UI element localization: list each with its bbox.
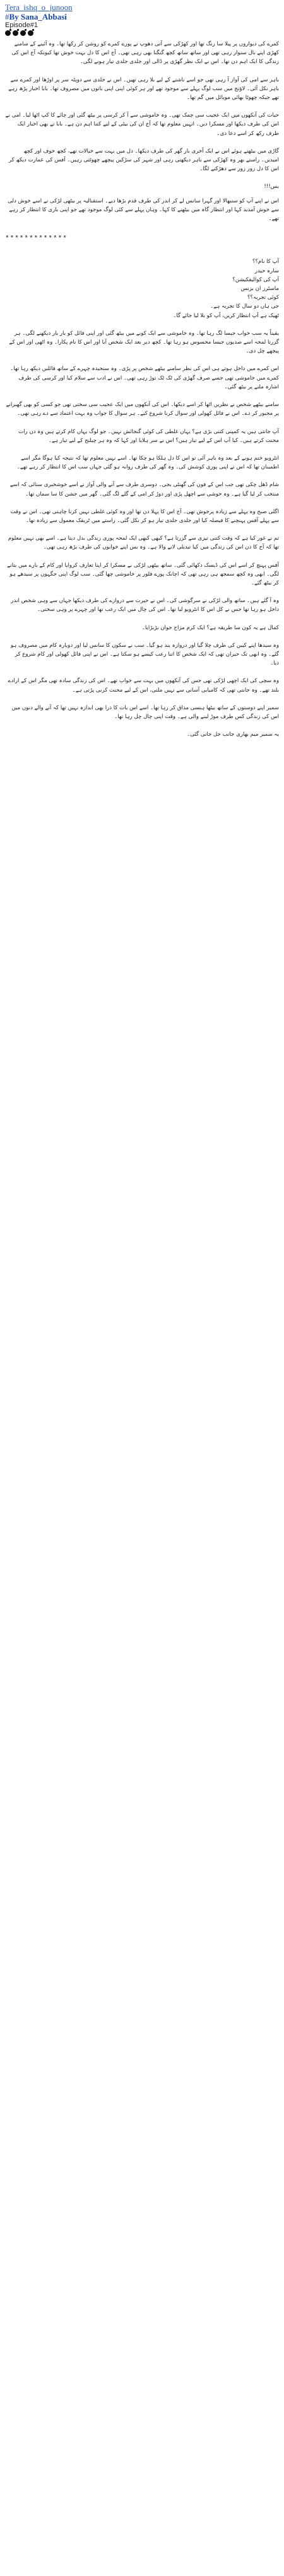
story-paragraph: وہ سیدھا اپنے کیبن کی طرف چلا گیا اور دروازہ بند ہو گیا۔ سب نے سکون کا سانس لیا اور دوبارہ کام میں مصروف ہو گئے۔ وہ ابھی تک حیران تھی کہ ایک شخص کا اتنا رعب کیسے ہو سکتا ہے۔ اس نے اپنی فائل کھولی اور کام شروع کر دیا۔: [10, 642, 279, 667]
story-paragraph: تم نے غور کیا ہے کہ وقت کتنی تیزی سے گزرتا ہے؟ کبھی کبھی ایک لمحہ پوری زندگی بدل دیتا ہے۔ اسے بھی نہیں معلوم تھا کہ آج کا دن اس کی زندگی میں کیا تبدیلی لانے والا ہے۔ وہ بس اپنے خوابوں کی طرف بڑھ رہی تھی۔: [8, 535, 279, 551]
story-paragraph: سامنے بیٹھے شخص نے نظریں اٹھا کر اسے دیکھا۔ اس کی آنکھوں میں ایک عجیب سی سختی تھی جو کسی کو بھی گھبرانے پر مجبور کر دے۔ اس نے فائل کھولی اور سوال کرنا شروع کیے۔ ہر سوال کا جواب وہ بہت اعتماد سے دے رہی تھی۔: [6, 402, 279, 417]
story-paragraph: یقیناً یہ سب خواب جیسا لگ رہا تھا۔ وہ خاموشی سے ایک کونے میں بیٹھ گئی اور اپنی فائل کو بار بار دیکھنے لگی۔ ہر گزرتا لمحہ اسے صدیوں جیسا محسوس ہو رہا تھا۔ کچھ دیر بعد ایک شخص آیا اور اس کا نام پکارا۔ وہ اٹھی اور اس کے پیچھے چل دی۔: [9, 330, 279, 355]
story-paragraph: بس!!!: [264, 183, 279, 190]
story-paragraph: انٹرویو ختم ہونے کے بعد وہ باہر آئی تو اس کا دل ہلکا ہو چکا تھا۔ اسے نہیں معلوم تھا کہ نتیجہ کیا ہوگا مگر اسے اطمینان تھا کہ اس نے اپنی پوری کوشش کی۔ وہ گھر کی طرف روانہ ہو گئی جہاں سب اس کا انتظار کر رہے تھے۔: [16, 455, 279, 471]
section-separator: *************: [5, 235, 68, 243]
author-name: By Sana_Abbasi: [9, 12, 67, 21]
story-paragraph: وہ سچی کی ایک اچھی لڑکی تھی جس کی آنکھوں میں بہت سے خواب تھے۔ اس کی زندگی سادہ تھی مگر اس کے ارادے بلند تھے۔ وہ جانتی تھی کہ کامیابی آسانی سے نہیں ملتی، اس کے لیے محنت کرنی پڑتی ہے۔: [8, 678, 279, 693]
episode-label: Episode#1: [5, 21, 38, 29]
author-byline: [5, 12, 279, 21]
story-paragraph: کمرے کی دیواروں پر پیلا سا رنگ تھا اور کھڑکی سے آتی دھوپ نے پورے کمرے کو روشن کر رکھا تھا۔ وہ آئینے کے سامنے کھڑی اپنے بال سنوار رہی تھی اور ساتھ ساتھ کچھ گنگنا بھی رہی تھی۔ آج اس کا دل بہت خوش تھا کیونکہ آج اس کی زندگی کا ایک اہم دن تھا۔ اس نے ایک نظر گھڑی پر ڈالی اور جلدی جلدی تیار ہونے لگی۔: [11, 41, 279, 66]
story-paragraph: کمال ہے یہ کون سا طریقہ ہے؟ ایک کرم مزاج جوان بڑبڑایا۔: [141, 624, 279, 631]
story-paragraph: سمیر اپنے دوستوں کے ساتھ بیٹھا ہنسی مذاق کر رہا تھا۔ اسے اس بات کا ذرا بھی اندازہ نہیں تھا کہ آنے والے دنوں میں اس کی زندگی کس طرف موڑ لینے والی ہے۔ وقت اپنی چال چل رہا تھا۔: [11, 704, 279, 720]
bomb-icon: [28, 30, 33, 36]
story-paragraph: اس کمرے میں داخل ہوتے ہی اس کی نظر سامنے بیٹھے شخص پر پڑی۔ وہ سنجیدہ چہرے کے ساتھ فائلیں دیکھ رہا تھا۔ کمرے میں خاموشی تھی جسے صرف گھڑی کی ٹک ٹک توڑ رہی تھی۔ اس نے ادب سے سلام کیا اور کرسی کی طرف اشارہ ملنے پر بیٹھ گئی۔: [10, 366, 279, 390]
story-paragraph: وہ آ گئے ہیں۔ ساتھ والی لڑکی نے سرگوشی کی۔ اس نے حیرت سے دروازے کی طرف دیکھا جہاں سے وہی شخص اندر داخل ہو رہا تھا جس نے کل اس کا انٹرویو لیا تھا۔ اس کی چال میں ایک رعب تھا اور چہرے پر وہی سختی۔: [11, 598, 279, 613]
story-paragraph: گاڑی میں بیٹھتے ہوئے اس نے ایک آخری بار گھر کی طرف دیکھا۔ دل میں بہت سے خیالات تھے، کچھ خوف اور کچھ امیدیں۔ راستے بھر وہ کھڑکی سے باہر دیکھتی رہی اور شہر کی سڑکیں پیچھے چھوٹتی رہیں۔ آفس کی عمارت دیکھ کر اس کا دل زور زور سے دھڑکنے لگا۔: [8, 148, 279, 173]
story-paragraph: اس نے اپنے آپ کو سنبھالا اور گہرا سانس لے کر اندر کی طرف قدم بڑھا دیے۔ استقبالیہ پر بیٹھی لڑکی نے اسے خوش دلی سے خوش آمدید کہا اور انتظار گاہ میں بیٹھنے کا کہا۔ وہاں پہلے سے کئی لوگ موجود تھے جو اپنی باری کا انتظار کر رہے تھے۔: [8, 197, 279, 223]
story-paragraph: شام ڈھل چکی تھی جب اس کے فون کی گھنٹی بجی۔ دوسری طرف سے آنے والی آواز نے اسے خوشخبری سنائی کہ اسے منتخب کر لیا گیا ہے۔ وہ خوشی سے اچھل پڑی اور دوڑ کر امی کے گلے لگ گئی۔ گھر میں جشن کا سا سماں تھا۔: [9, 482, 279, 497]
byline-hash: #: [5, 12, 9, 21]
bomb-icon: [13, 30, 18, 36]
bomb-icon: [5, 30, 11, 36]
story-paragraph: اگلی صبح وہ پہلے سے زیادہ پرجوش تھی۔ آج اس کا پہلا دن تھا اور وہ کوئی غلطی نہیں کرنا چاہتی تھی۔ اس نے وقت سے پہلے آفس پہنچنے کا فیصلہ کیا اور جلدی جلدی تیار ہو کر نکل گئی۔ راستے میں ٹریفک معمول سے زیادہ تھا۔: [10, 508, 279, 524]
story-title-link[interactable]: Tera_ishq_o_junoon: [5, 3, 73, 12]
story-paragraph: حیات کی آنکھوں میں ایک عجیب سی چمک تھی۔ وہ خاموشی سے آ کر کرسی پر بیٹھ گئی اور چائے کا کپ اٹھا لیا۔ امی نے اس کی طرف دیکھا اور مسکرا دیں۔ انہیں معلوم تھا کہ آج ان کی بیٹی کے لیے کتنا اہم دن ہے۔ بابا نے بھی اخبار ایک طرف رکھ کر اسے دعا دی۔: [5, 112, 279, 137]
story-body: [5, 40, 279, 739]
story-paragraph: باہر سے امی کی آواز آ رہی تھی جو اسے ناشتے کے لیے بلا رہی تھیں۔ اس نے جلدی سے دوپٹہ سر پر اوڑھا اور کمرے سے باہر نکل آئی۔ لاؤنج میں سب لوگ پہلے سے موجود تھے اور ہر کوئی اپنی اپنی باتوں میں مصروف تھا۔ بابا اخبار پڑھ رہے تھے جبکہ چھوٹا بھائی موبائل میں گم تھا۔: [8, 76, 279, 102]
story-paragraph: آپ جانتی ہیں یہ کمپنی کتنی بڑی ہے؟ یہاں غلطی کی کوئی گنجائش نہیں۔ جو لوگ یہاں کام کرتے ہیں وہ دن رات محنت کرتے ہیں۔ کیا آپ اس کے لیے تیار ہیں؟ اس نے سر ہلایا اور کہا کہ وہ ہر چیلنج کے لیے تیار ہے۔: [18, 428, 279, 444]
bomb-icon: [20, 30, 26, 36]
bomb-icons: [5, 30, 279, 36]
story-header: [5, 3, 279, 36]
story-paragraph: یہ سمیر میم بھاری جانب جل جانی گئی۔: [187, 731, 279, 738]
dialogue-block: آپ کا نام؟؟ سارہ حیدر آپ کی کوالیفکیشن؟ ماسٹرز ان بزنس کوئی تجربہ؟؟ جی ہاں دو سال کا تجربہ ہے۔ ٹھیک ہے آپ انتظار کریں، آپ کو بلا لیا جائے گا۔: [173, 258, 279, 319]
story-paragraph: آفس پہنچ کر اسے اس کی ڈیسک دکھائی گئی۔ ساتھ بیٹھی لڑکی نے مسکرا کر اپنا تعارف کروایا اور کام کے بارے میں بتانے لگی۔ ابھی وہ کچھ سمجھ ہی رہی تھی کہ اچانک پورے فلور پر خاموشی چھا گئی۔ سب لوگ اپنی جگہوں پر سیدھے ہو کر بیٹھ گئے۔: [7, 562, 279, 586]
